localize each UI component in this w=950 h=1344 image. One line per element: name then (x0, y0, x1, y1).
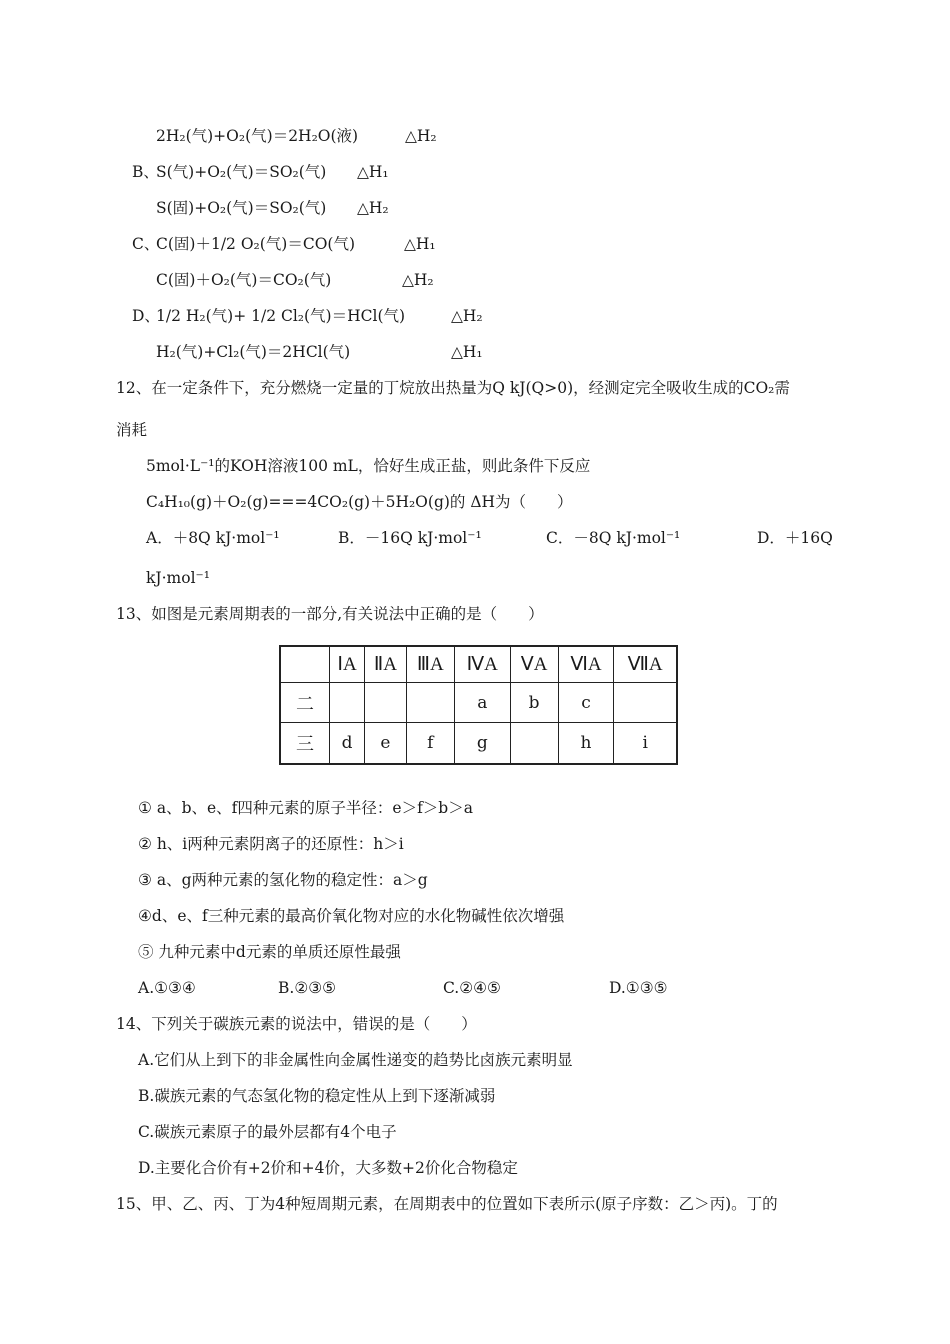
q11-option-b-equation-1: S(气)+O₂(气)＝SO₂(气) (156, 163, 327, 181)
table-row (280, 723, 677, 764)
q11-option-c-equation-1: C(固)＋1/2 O₂(气)＝CO(气) (156, 235, 356, 253)
group-header-6a: ⅥA (558, 646, 614, 683)
table-cell: c (558, 683, 614, 723)
q11-option-d-label: D、 (132, 307, 160, 325)
group-header-5a: ⅤA (510, 646, 558, 683)
q11-option-b-label: B、 (132, 163, 159, 181)
q13-statement-1: ① a、b、e、f四种元素的原子半径：e＞f＞b＞a (138, 799, 473, 817)
q14-option-b: B.碳族元素的气态氢化物的稳定性从上到下逐渐减弱 (138, 1087, 496, 1105)
periodic-table-fragment (279, 645, 678, 765)
q13-statement-4: ④d、e、f三种元素的最高价氧化物对应的水化物碱性依次增强 (138, 907, 565, 925)
q12-option-d-unit: kJ·mol⁻¹ (146, 569, 210, 587)
group-header-2a: ⅡA (365, 646, 407, 683)
q15-stem: 15、甲、乙、丙、丁为4种短周期元素，在周期表中的位置如下表所示(原子序数：乙＞丙)。丁的 (116, 1195, 778, 1213)
q13-stem: 13、如图是元素周期表的一部分,有关说法中正确的是（ ） (116, 605, 544, 623)
period-label: 二 (280, 683, 330, 723)
group-header-3a: ⅢA (406, 646, 454, 683)
q14-option-c: C.碳族元素原子的最外层都有4个电子 (138, 1123, 397, 1141)
table-cell (406, 683, 454, 723)
table-cell: g (454, 723, 510, 764)
q13-statement-5: ⑤ 九种元素中d元素的单质还原性最强 (138, 943, 401, 961)
q12-stem-line-3: 5mol·L⁻¹的KOH溶液100 mL，恰好生成正盐，则此条件下反应 (146, 457, 591, 475)
q14-option-d: D.主要化合价有+2价和+4价，大多数+2价化合物稳定 (138, 1159, 518, 1177)
q11-option-d-dh2: △H₁ (451, 343, 483, 361)
q13-statement-3: ③ a、g两种元素的氢化物的稳定性：a＞g (138, 871, 428, 889)
q11-option-d-equation-1: 1/2 H₂(气)+ 1/2 Cl₂(气)＝HCl(气) (156, 307, 406, 325)
table-cell: i (614, 723, 677, 764)
table-cell: b (510, 683, 558, 723)
table-cell: d (330, 723, 365, 764)
q13-option-a: A.①③④ (138, 979, 196, 997)
table-cell: h (558, 723, 614, 764)
q12-option-c: C．－8Q kJ·mol⁻¹ (546, 529, 681, 547)
q11-option-c-equation-2: C(固)＋O₂(气)＝CO₂(气) (156, 271, 332, 289)
q13-option-c: C.②④⑤ (443, 979, 501, 997)
q12-stem-line-1: 12、在一定条件下，充分燃烧一定量的丁烷放出热量为Q kJ(Q>0)，经测定完全吸收生成的CO₂需 (116, 379, 790, 397)
q13-option-b: B.②③⑤ (278, 979, 337, 997)
q11-option-c-label: C、 (132, 235, 160, 253)
q12-stem-line-4: C₄H₁₀(g)＋O₂(g)===4CO₂(g)＋5H₂O(g)的 ΔH为（ ） (146, 493, 573, 511)
q14-option-a: A.它们从上到下的非金属性向金属性递变的趋势比卤族元素明显 (138, 1051, 573, 1069)
group-header-4a: ⅣA (454, 646, 510, 683)
period-label: 三 (280, 723, 330, 764)
group-header-1a: ⅠA (330, 646, 365, 683)
table-cell (330, 683, 365, 723)
q11-option-b-dh1: △H₁ (357, 163, 389, 181)
table-header-row (280, 646, 677, 683)
table-corner-cell (280, 646, 330, 683)
table-cell: a (454, 683, 510, 723)
table-cell: f (406, 723, 454, 764)
table-cell (510, 723, 558, 764)
table-cell (365, 683, 407, 723)
q12-option-a: A．＋8Q kJ·mol⁻¹ (146, 529, 280, 547)
table-row (280, 683, 677, 723)
q12-stem-line-2: 消耗 (116, 421, 148, 439)
q14-stem: 14、下列关于碳族元素的说法中，错误的是（ ） (116, 1015, 477, 1033)
q12-option-d: D．＋16Q (757, 529, 833, 547)
table-cell (614, 683, 677, 723)
q11-option-d-dh1: △H₂ (451, 307, 483, 325)
group-header-7a: ⅦA (614, 646, 677, 683)
q13-option-d: D.①③⑤ (609, 979, 668, 997)
table-cell: e (365, 723, 407, 764)
q11-option-b-dh2: △H₂ (357, 199, 389, 217)
q11-option-b-equation-2: S(固)+O₂(气)＝SO₂(气) (156, 199, 327, 217)
q11-option-a-dh2: △H₂ (405, 127, 437, 145)
q11-option-a-equation-2: 2H₂(气)+O₂(气)＝2H₂O(液) (156, 127, 359, 145)
q13-statement-2: ② h、i两种元素阴离子的还原性：h＞i (138, 835, 404, 853)
q11-option-c-dh2: △H₂ (402, 271, 434, 289)
q11-option-d-equation-2: H₂(气)+Cl₂(气)＝2HCl(气) (156, 343, 351, 361)
q12-option-b: B．－16Q kJ·mol⁻¹ (338, 529, 482, 547)
q11-option-c-dh1: △H₁ (404, 235, 436, 253)
